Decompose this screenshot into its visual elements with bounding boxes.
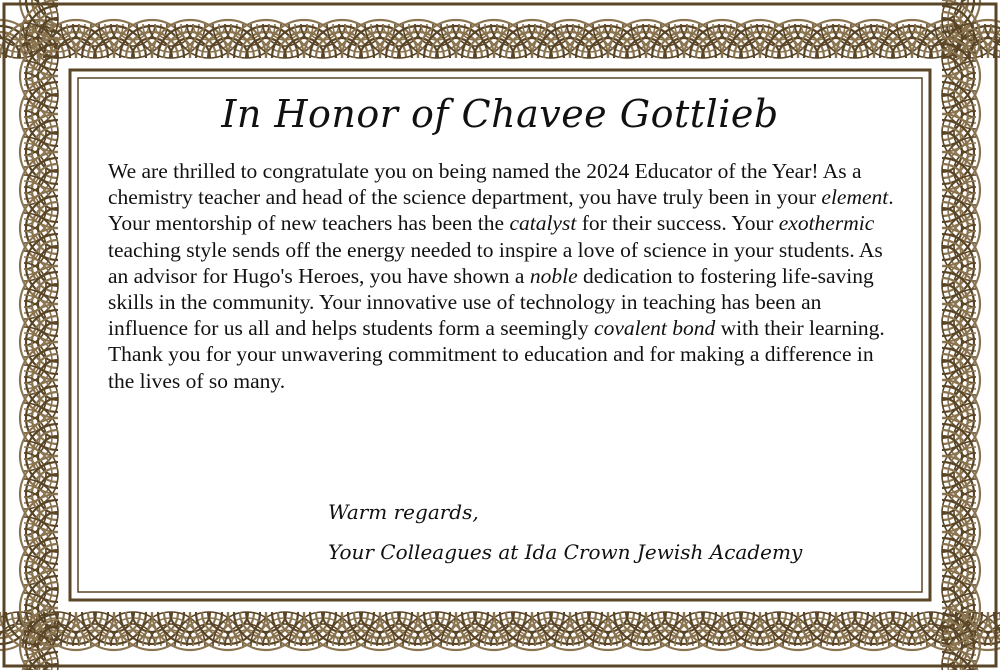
body-text-segment: We are thrilled to congratulate you on being named the 2024 Educator of the Year! As a chemistry teacher and head of the science department, you have truly been in your — [108, 159, 862, 210]
closing-block — [328, 492, 802, 572]
certificate-body-text — [108, 158, 898, 394]
emphasized-word: exothermic — [778, 211, 875, 236]
emphasized-word: noble — [529, 263, 578, 288]
emphasized-word: covalent bond — [594, 316, 716, 341]
closing-line: Warm regards, — [328, 500, 479, 524]
certificate-title: In Honor of Chavee Gottlieb — [221, 92, 779, 136]
emphasized-word: catalyst — [509, 211, 577, 236]
signature-line: Your Colleagues at Ida Crown Jewish Academy — [328, 540, 803, 564]
body-text-segment: . Your mentorship of new teachers has been the — [108, 185, 894, 236]
emphasized-word: element — [821, 185, 889, 210]
body-text-segment: dedication to fostering life-saving skills in the community. Your innovative use of technology in teaching has been an influence for us all and helps students form a seemingly — [108, 263, 874, 341]
certificate-content — [80, 80, 920, 590]
body-text-segment: for their success. Your — [576, 211, 779, 236]
body-text-segment: with their learning. Thank you for your unwavering commitment to education and for making a difference in the lives of so many. — [108, 316, 885, 393]
body-text-segment: teaching style sends off the energy needed to inspire a love of science in your students. As an advisor for Hugo's Heroes, you have shown a — [108, 237, 883, 288]
